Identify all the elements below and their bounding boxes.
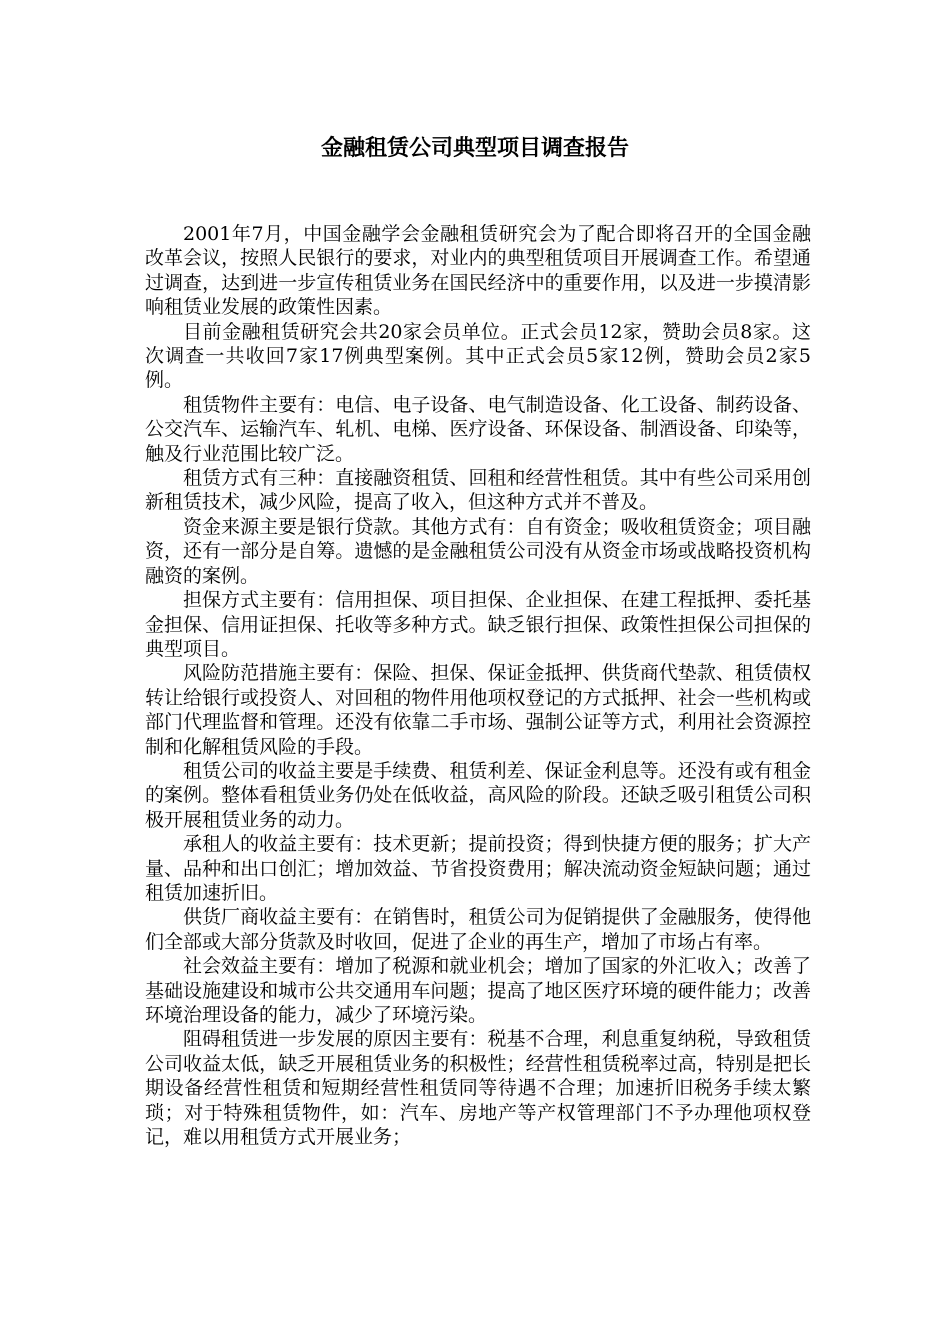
paragraph-lessee-income: 承租人的收益主要有：技术更新；提前投资；得到快捷方便的服务；扩大产量、品种和出口创汇；增加效益、节省投资费用；解决流动资金短缺问题；通过租赁加速折旧。 (145, 833, 811, 904)
paragraph-risk: 风险防范措施主要有：保险、担保、保证金抵押、供货商代垫款、租赁债权转让给银行或投资人、对回租的物件用他项权登记的方式抵押、社会一些机构或部门代理监督和管理。还没有依靠二手市场、强制公证等方式，利用社会资源控制和化解租赁风险的手段。 (145, 662, 811, 758)
paragraph-members: 目前金融租赁研究会共20家会员单位。正式会员12家，赞助会员8家。这次调查一共收回7家17例典型案例。其中正式会员5家12例，赞助会员2家5例。 (145, 320, 811, 392)
paragraph-supplier-income: 供货厂商收益主要有：在销售时，租赁公司为促销提供了金融服务，使得他们全部或大部分货款及时收回，促进了企业的再生产，增加了市场占有率。 (145, 906, 811, 953)
document-body (145, 222, 811, 1149)
document-title: 金融租赁公司典型项目调查报告 (320, 136, 629, 161)
paragraph-funding: 资金来源主要是银行贷款。其他方式有：自有资金；吸收租赁资金；项目融资，还有一部分是自筹。遗憾的是金融租赁公司没有从资金市场或战略投资机构融资的案例。 (145, 515, 811, 587)
paragraph-lease-methods: 租赁方式有三种：直接融资租赁、回租和经营性租赁。其中有些公司采用创新租赁技术，减少风险，提高了收入，但这种方式并不普及。 (145, 467, 811, 514)
paragraph-intro: 2001年7月，中国金融学会金融租赁研究会为了配合即将召开的全国金融改革会议，按照人民银行的要求，对业内的典型租赁项目开展调查工作。希望通过调查，达到进一步宣传租赁业务在国民经济中的重要作用，以及进一步摸清影响租赁业发展的政策性因素。 (145, 223, 811, 319)
paragraph-lessor-income: 租赁公司的收益主要是手续费、租赁利差、保证金利息等。还没有或有租金的案例。整体看租赁业务仍处在低收益，高风险的阶段。还缺乏吸引租赁公司积极开展租赁业务的动力。 (145, 759, 811, 831)
paragraph-social-benefit: 社会效益主要有：增加了税源和就业机会；增加了国家的外汇收入；改善了基础设施建设和城市公共交通用车问题；提高了地区医疗环境的硬件能力；改善环境治理设备的能力，减少了环境污染。 (145, 955, 811, 1026)
paragraph-lease-items: 租赁物件主要有：电信、电子设备、电气制造设备、化工设备、制药设备、公交汽车、运输汽车、轧机、电梯、医疗设备、环保设备、制酒设备、印染等，触及行业范围比较广泛。 (145, 393, 811, 465)
paragraph-obstacles: 阻碍租赁进一步发展的原因主要有：税基不合理，利息重复纳税，导致租赁公司收益太低，缺乏开展租赁业务的积极性；经营性租赁税率过高，特别是把长期设备经营性租赁和短期经营性租赁同等待遇不合理；加速折旧税务手续太繁琐；对于特殊租赁物件，如：汽车、房地产等产权管理部门不予办理他项权登记，难以用租赁方式开展业务； (145, 1028, 811, 1149)
paragraph-guarantee: 担保方式主要有：信用担保、项目担保、企业担保、在建工程抵押、委托基金担保、信用证担保、托收等多种方式。缺乏银行担保、政策性担保公司担保的典型项目。 (145, 589, 811, 660)
